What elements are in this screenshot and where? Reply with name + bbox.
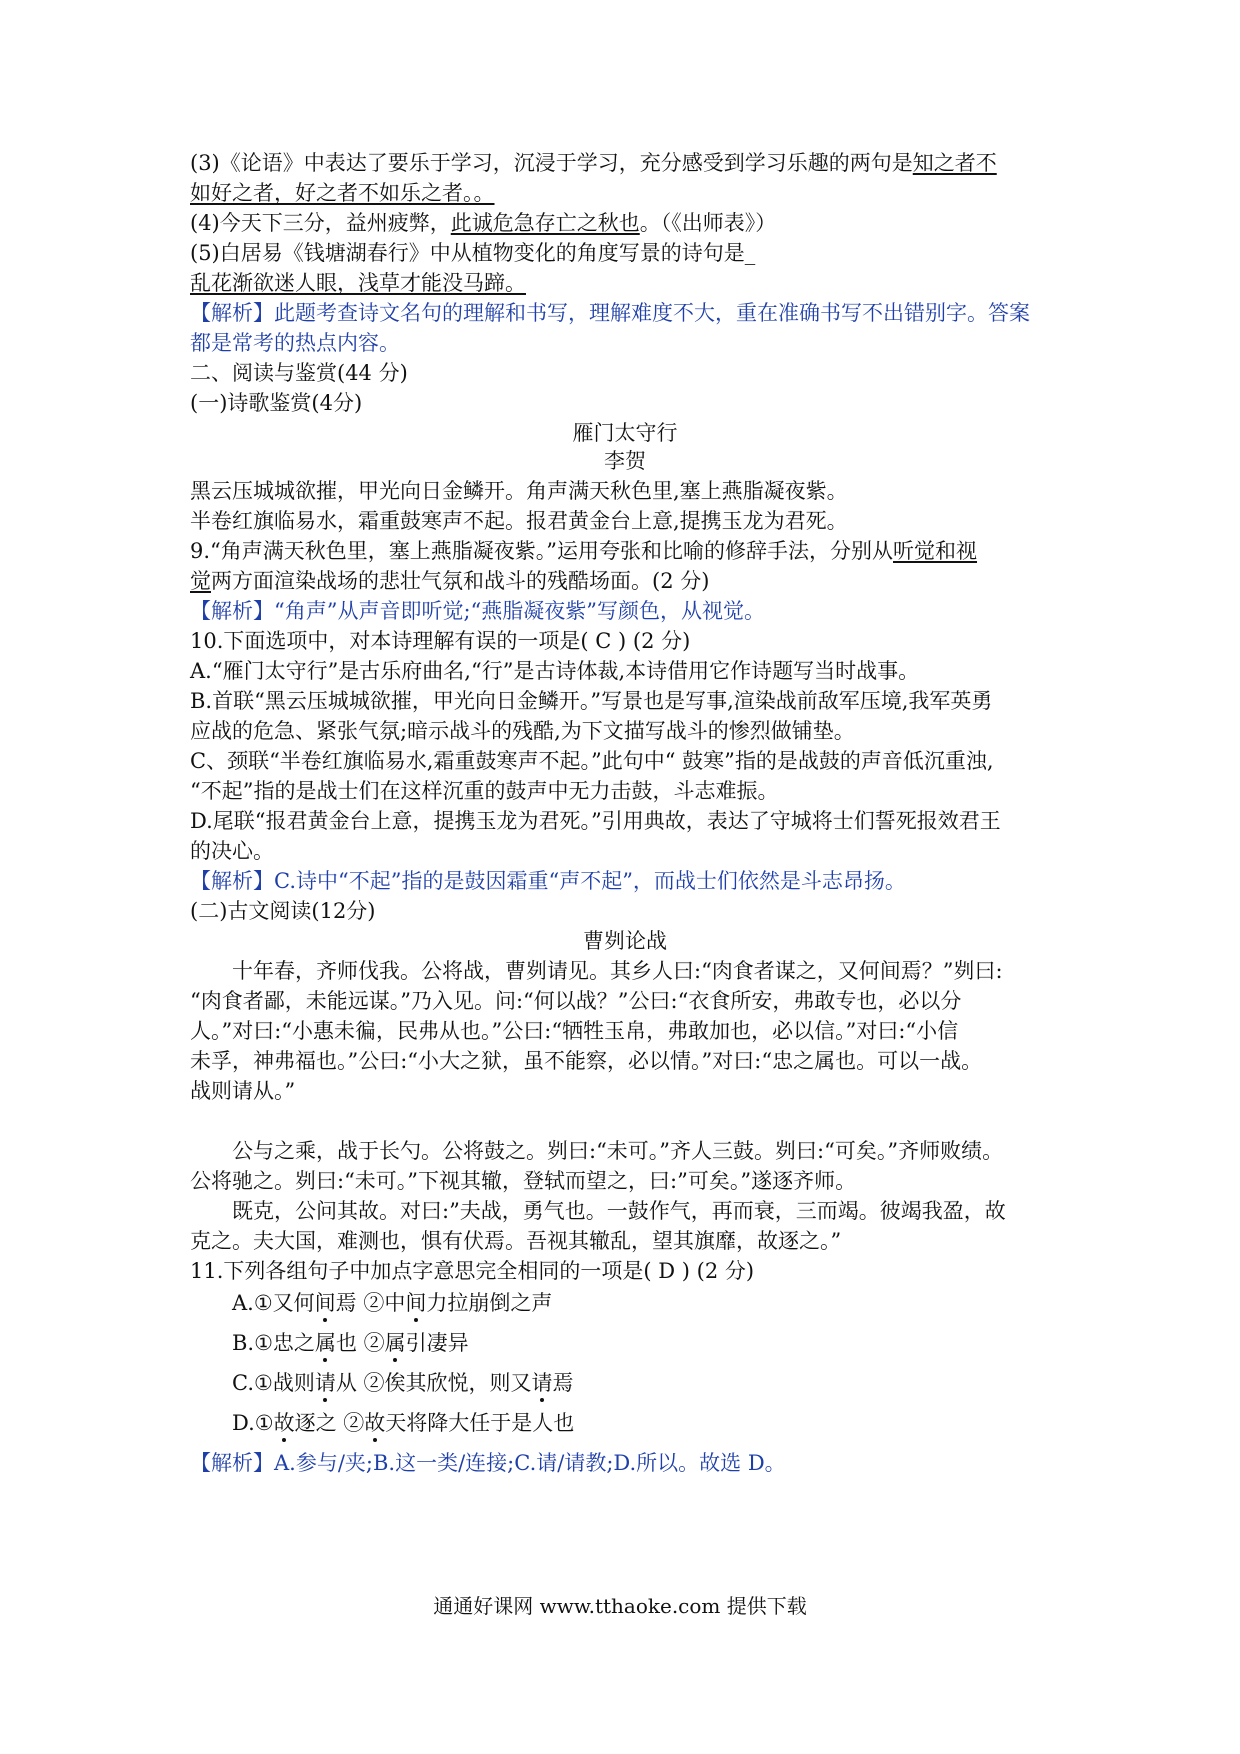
poem-line-1: 黑云压城城欲摧，甲光向日金鳞开。角声满天秋色里,塞上燕脂凝夜紫。 [190,479,848,503]
prose-p1-line2: “肉食者鄙，未能远谋。”乃入见。问:“何以战？”公曰:“衣食所安，弗敢专也，必以分 [190,989,962,1013]
q3-line2: 如好之者，好之者不如乐之者。。 [190,181,495,205]
prose-section-title: (二)古文阅读(12分) [190,899,376,923]
dotted-char: 故 [364,1411,386,1435]
prose-p1-line4: 未孚，神弗福也。”公曰:“小大之狱，虽不能察，必以情。”对曰:“忠之属也。可以一战。 [190,1049,983,1073]
analysis-label: 【解析】 [190,1451,274,1475]
q10-stem: 10.下面选项中，对本诗理解有误的一项是( C ) (2 分) [190,629,691,653]
analysis-10: 【解析】C.诗中“不起”指的是鼓因霜重“声不起”，而战士们依然是斗志昂扬。 [190,869,906,893]
q9-answer-part1: 听觉和视 [893,539,978,563]
prose-p1-line5: 战则请从。” [190,1079,296,1103]
q10-option-d-line1: D.尾联“报君黄金台上意，提携玉龙为君死。”引用典故，表达了守城将士们誓死报效君王 [190,809,1001,833]
analysis-label: 【解析】 [190,599,274,623]
q9-line2: 觉两方面渲染战场的悲壮气氛和战斗的残酷场面。(2 分) [190,569,710,593]
dotted-char: 间 [314,1291,336,1315]
q5-line1: (5)白居易《钱塘湖春行》中从植物变化的角度写景的诗句是_ [190,241,756,265]
analysis-9: 【解析】“角声”从声音即听觉;“燕脂凝夜紫”写颜色，从视觉。 [190,599,766,623]
q3-answer-part2: 如好之者，好之者不如乐之者。 [190,181,474,205]
dotted-char: 请 [531,1371,553,1395]
q10-option-b-line1: B.首联“黑云压城城欲摧，甲光向日金鳞开。”写景也是写事,渲染战前敌军压境,我军英勇 [190,689,993,713]
q5-line2 [190,270,526,296]
q11-option-d: D.①故逐之 ②故天将降大任于是人也 [232,1411,575,1435]
q3-answer-part1: 知之者不 [912,151,997,175]
section-title: 二、阅读与鉴赏(44 分) [190,361,408,385]
prose-p3-line2: 克之。夫大国，难测也，惧有伏焉。吾视其辙乱，望其旗靡，故逐之。” [190,1229,842,1253]
q11-option-c: C.①战则请从 ②俟其欣悦，则又请焉 [232,1371,574,1395]
q11-option-a: A.①又何间焉 ②中间力拉崩倒之声 [232,1291,553,1315]
q4-answer: 此诚危急存亡之秋也 [450,211,640,235]
poem-author: 李贺 [604,449,646,473]
page-footer: 通通好课网 www.tthaoke.com 提供下载 [433,1594,807,1618]
analysis-1-line1: 【解析】此题考查诗文名句的理解和书写，理解难度不大，重在准确书写不出错别字。答案 [190,301,1030,325]
prose-p1-line1: 十年春，齐师伐我。公将战，曹刿请见。其乡人曰:“肉食者谋之，又何间焉？”刿曰: [232,959,1003,983]
analysis-label: 【解析】 [190,869,274,893]
dotted-char: 间 [405,1291,427,1315]
q3-line1: (3)《论语》中表达了要乐于学习，沉浸于学习，充分感受到学习乐趣的两句是知之者不 [190,151,997,175]
prose-title: 曹刿论战 [583,929,667,953]
q10-option-b-line2: 应战的危急、紧张气氛;暗示战斗的残酷,为下文描写战斗的惨烈做铺垫。 [190,719,855,743]
prose-p2-line1: 公与之乘，战于长勺。公将鼓之。刿曰:“未可。”齐人三鼓。刿曰:“可矣。”齐师败绩。 [232,1139,1004,1163]
prose-p1-line3: 人。”对曰:“小惠未徧，民弗从也。”公曰:“牺牲玉帛，弗敢加也，必以信。”对曰:“小信 [190,1019,959,1043]
q10-option-d-line2: 的决心。 [190,839,274,863]
q11-stem: 11.下列各组句子中加点字意思完全相同的一项是( D ) (2 分) [190,1259,755,1283]
q10-option-c-line2: “不起”指的是战士们在这样沉重的鼓声中无力击鼓，斗志难振。 [190,779,779,803]
dotted-char: 属 [384,1331,406,1355]
q11-option-b: B.①忠之属也 ②属引凄异 [232,1331,469,1355]
q10-option-c-line1: C、颈联“半卷红旗临易水,霜重鼓寒声不起。”此句中“ 鼓寒”指的是战鼓的声音低沉重浊, [190,749,994,773]
q9-line1: 9.“角声满天秋色里，塞上燕脂凝夜紫。”运用夸张和比喻的修辞手法，分别从听觉和视 [190,539,978,563]
q10-option-a: A.“雁门太守行”是古乐府曲名,“行”是古诗体裁,本诗借用它作诗题写当时战事。 [190,659,920,683]
poem-line-2: 半卷红旗临易水，霜重鼓寒声不起。报君黄金台上意,提携玉龙为君死。 [190,509,848,533]
poem-section-title: (一)诗歌鉴赏(4分) [190,391,363,415]
dotted-char: 故 [273,1411,295,1435]
q5-answer: 乱花渐欲迷人眼，浅草才能没马蹄。 [190,271,526,295]
dotted-char: 属 [314,1331,336,1355]
analysis-11: 【解析】A.参与/夹;B.这一类/连接;C.请/请教;D.所以。故选 D。 [190,1451,786,1475]
prose-p2-line2: 公将驰之。刿曰:“未可。”下视其辙，登轼而望之，曰:”可矣。”遂逐齐师。 [190,1169,857,1193]
q9-answer-part2: 觉 [190,569,211,593]
poem-title: 雁门太守行 [572,421,678,445]
dotted-char: 请 [314,1371,336,1395]
prose-p3-line1: 既克，公问其故。对曰:”夫战，勇气也。一鼓作气，再而衰，三而竭。彼竭我盈，故 [232,1199,1006,1223]
q4-line: (4)今天下三分，益州疲弊，此诚危急存亡之秋也。（《出师表》） [190,211,777,235]
analysis-label: 【解析】 [190,301,274,325]
analysis-1-line2: 都是常考的热点内容。 [190,331,400,355]
